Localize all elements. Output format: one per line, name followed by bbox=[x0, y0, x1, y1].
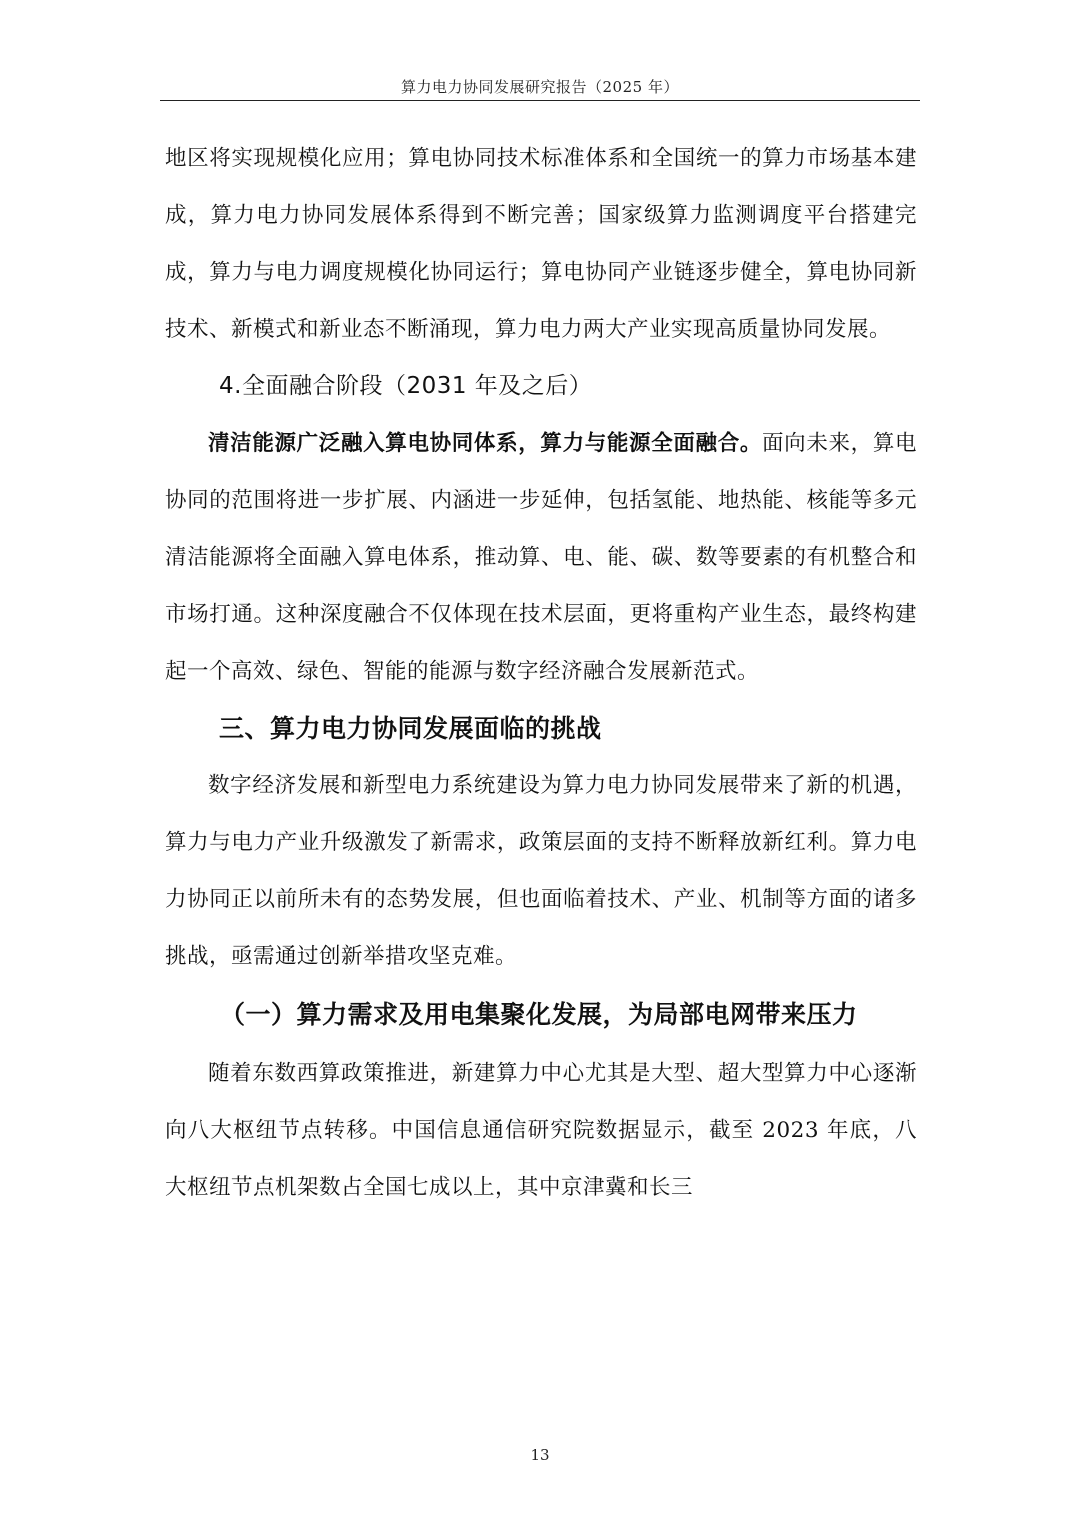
paragraph-stage4-lead: 清洁能源广泛融入算电协同体系，算力与能源全面融合。 bbox=[208, 431, 763, 456]
body-text bbox=[165, 130, 917, 1216]
subsection-heading: （一）算力需求及用电集聚化发展，为局部电网带来压力 bbox=[220, 1000, 858, 1029]
paragraph-continuation: 地区将实现规模化应用；算电协同技术标准体系和全国统一的算力市场基本建成，算力电力协同发展体系得到不断完善；国家级算力监测调度平台搭建完成，算力与电力调度规模化协同运行；算电协同产业链逐步健全，算电协同新技术、新模式和新业态不断涌现，算力电力两大产业实现高质量协同发展。 bbox=[165, 146, 917, 342]
page-number: 13 bbox=[530, 1446, 550, 1464]
paragraph-stage4-body: 面向未来，算电协同的范围将进一步扩展、内涵进一步延伸，包括氢能、地热能、核能等多元清洁能源将全面融入算电体系，推动算、电、能、碳、数等要素的有机整合和市场打通。这种深度融合不仅体现在技术层面，更将重构产业生态，最终构建起一个高效、绿色、智能的能源与数字经济融合发展新范式。 bbox=[165, 431, 917, 684]
stage4-heading: 4.全面融合阶段（2031 年及之后） bbox=[219, 373, 593, 399]
paragraph-section3-intro: 数字经济发展和新型电力系统建设为算力电力协同发展带来了新的机遇，算力与电力产业升级激发了新需求，政策层面的支持不断释放新红利。算力电力协同正以前所未有的态势发展，但也面临着技术、产业、机制等方面的诸多挑战，亟需通过创新举措攻坚克难。 bbox=[165, 773, 917, 969]
header-rule bbox=[160, 100, 920, 101]
section-heading: 三、算力电力协同发展面临的挑战 bbox=[219, 714, 602, 743]
paragraph-subsection1: 随着东数西算政策推进，新建算力中心尤其是大型、超大型算力中心逐渐向八大枢纽节点转移。中国信息通信研究院数据显示，截至 2023 年底，八大枢纽节点机架数占全国七成以上，其中京津冀和长三 bbox=[165, 1061, 917, 1200]
running-header: 算力电力协同发展研究报告（2025 年） bbox=[401, 78, 679, 96]
paragraph-stage4 bbox=[165, 415, 917, 700]
